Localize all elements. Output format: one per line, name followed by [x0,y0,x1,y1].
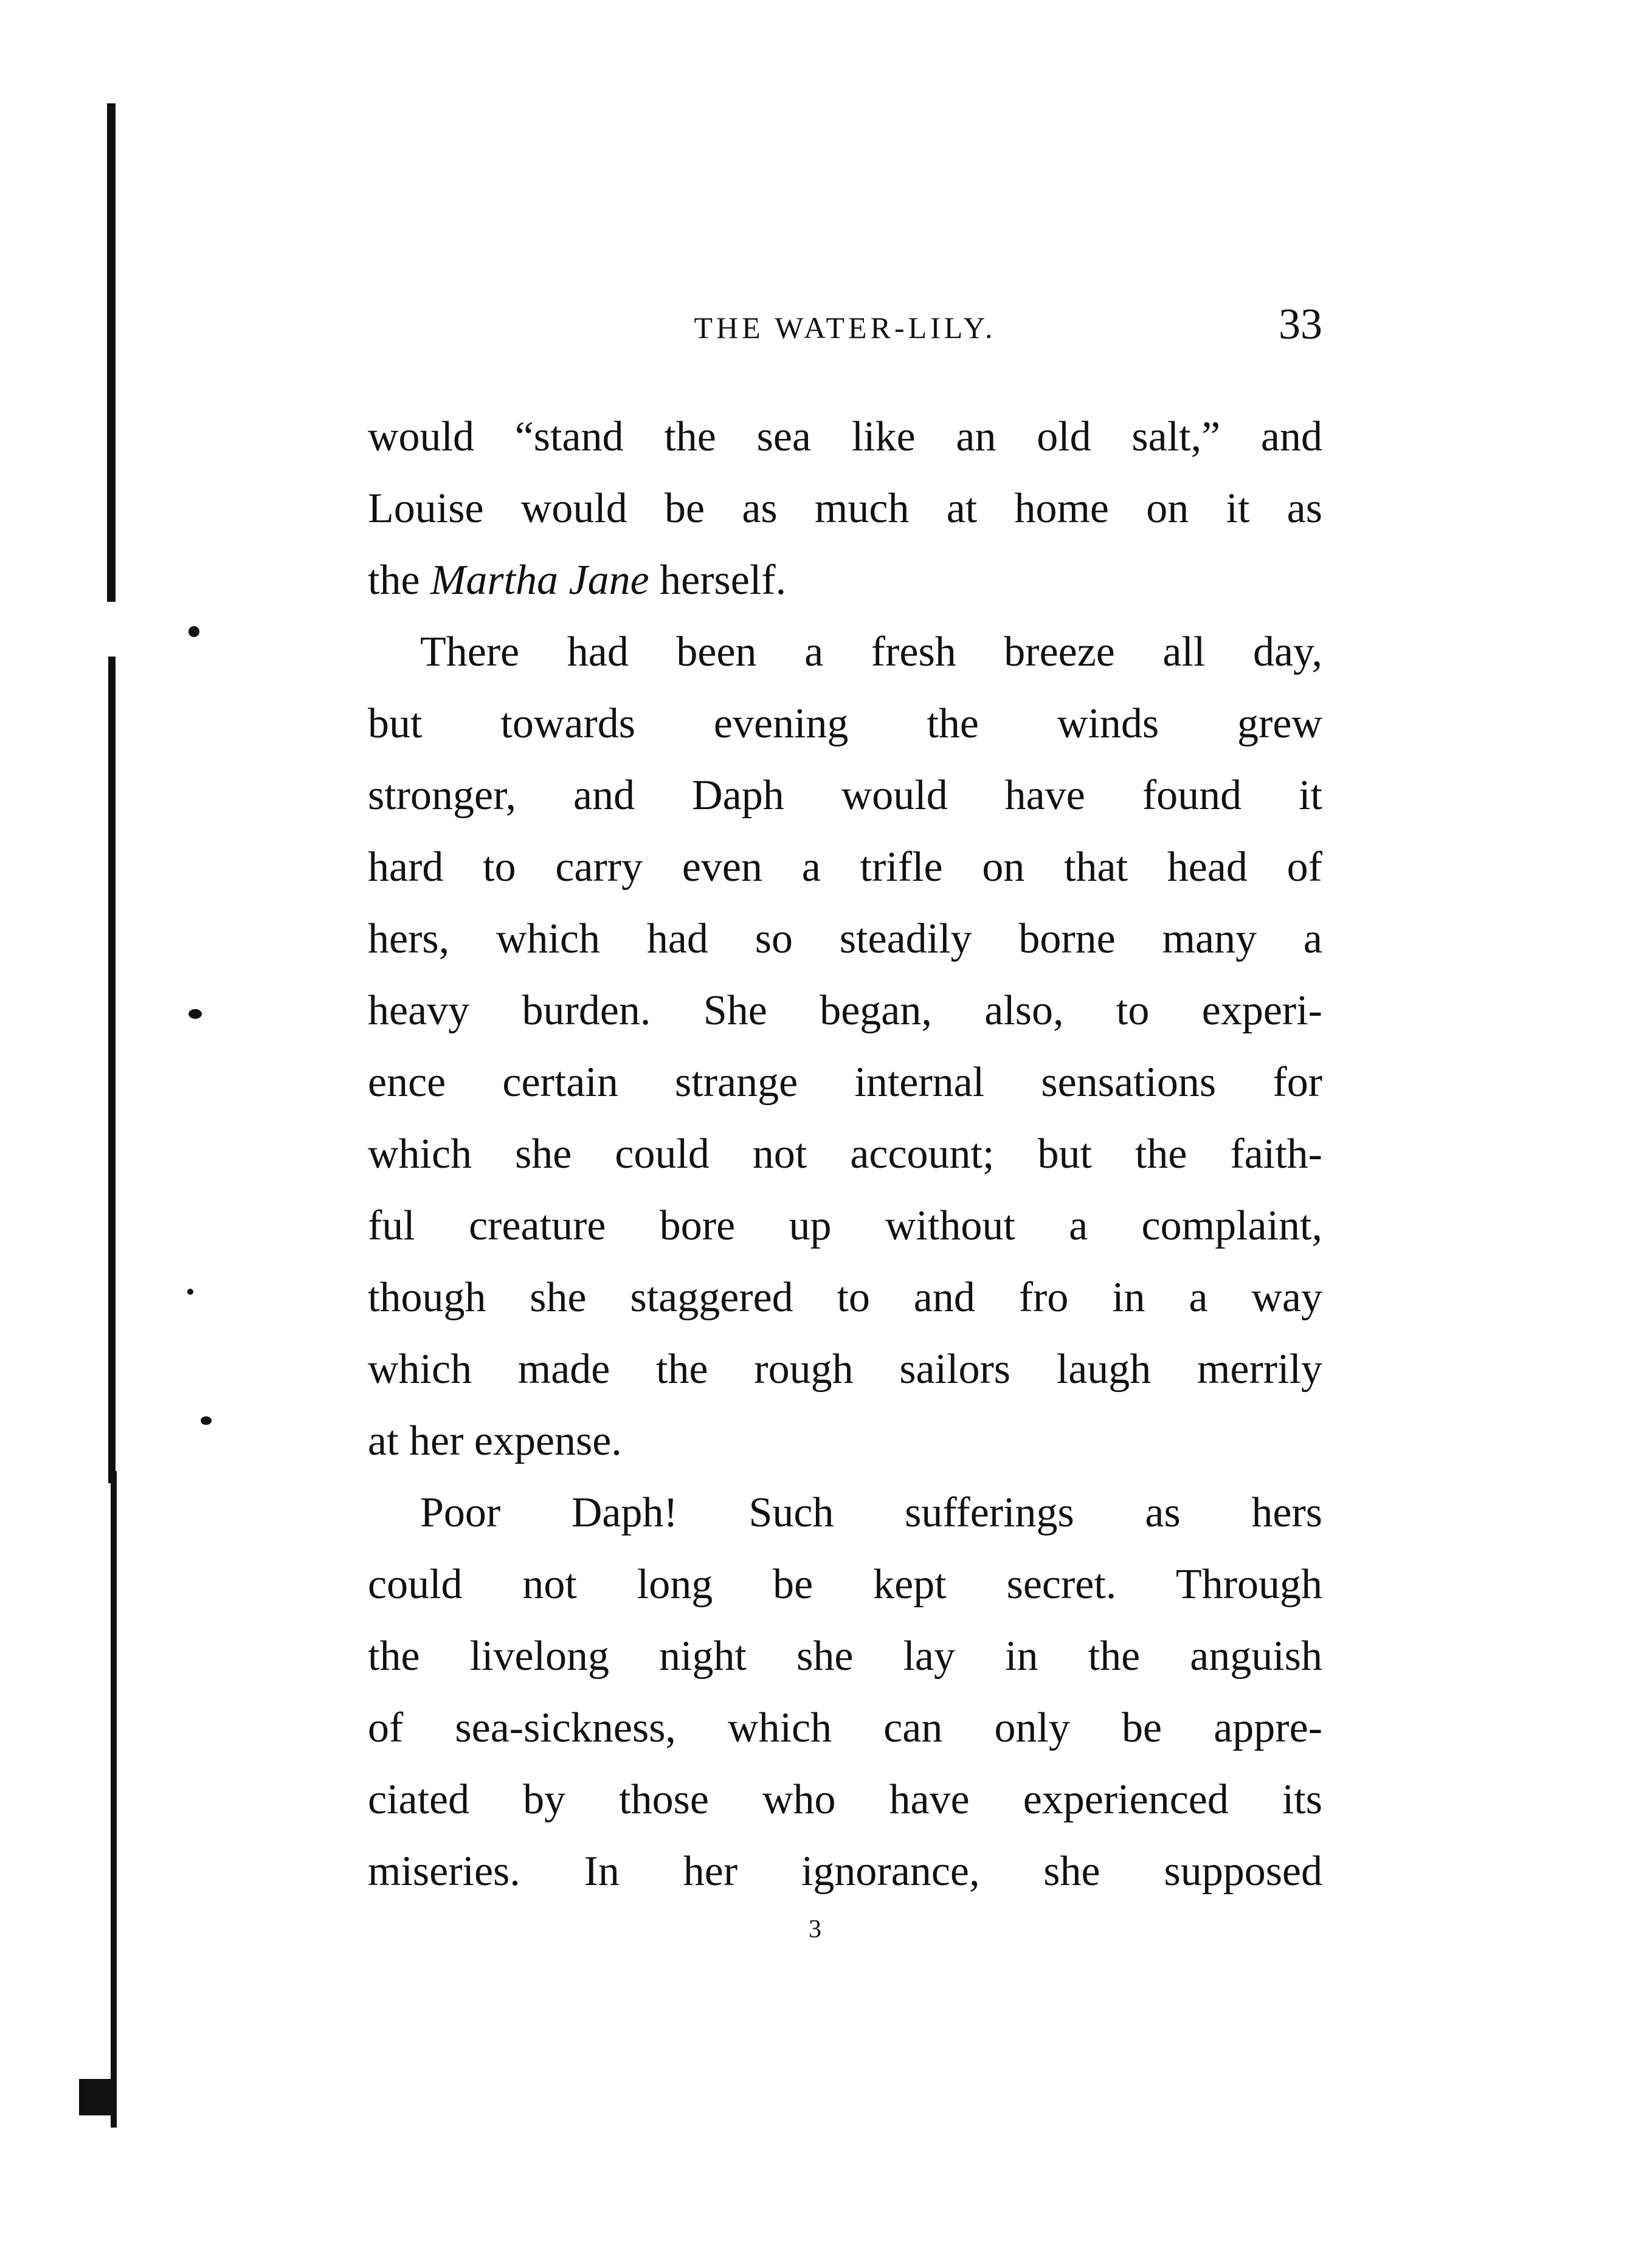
page-number: 33 [1279,300,1322,348]
text-line: ful creature bore up without a complaint, [368,1202,1322,1249]
text-line: miseries. In her ignorance, she supposed [368,1848,1322,1895]
text-line: though she staggered to and fro in a way [368,1274,1322,1321]
text-line: which she could not account; but the faith- [368,1131,1322,1177]
text-line: stronger, and Daph would have found it [368,772,1322,819]
binding-edge [108,657,116,1483]
body-text [368,401,1322,1908]
text-line: Louise would be as much at home on it as [368,485,1322,532]
text-fragment: the [368,557,420,604]
running-title: THE WATER-LILY. [694,311,996,345]
text-fragment: herself. [660,557,787,604]
signature-mark: 3 [809,1915,821,1943]
text-line [368,545,1322,616]
text-line: ciated by those who have experienced its [368,1776,1322,1823]
text-line: hers, which had so steadily borne many a [368,915,1322,962]
ship-name: Martha Jane [430,557,649,604]
binding-edge [107,103,116,602]
text-line: heavy burden. She began, also, to experi- [368,987,1322,1034]
ink-speck [187,1289,193,1295]
ink-speck [201,1416,212,1425]
text-line: the livelong night she lay in the anguish [368,1633,1322,1680]
running-head [368,299,1322,348]
text-line: hard to carry even a trifle on that head of [368,844,1322,891]
ink-speck [188,626,199,637]
paragraph-start: There had been a fresh breeze all day, [420,629,1322,675]
text-line: of sea-sickness, which can only be appre- [368,1704,1322,1751]
binding-edge [79,2079,116,2115]
text-line: which made the rough sailors laugh merrily [368,1346,1322,1393]
text-line: could not long be kept secret. Through [368,1561,1322,1608]
text-line: ence certain strange internal sensations for [368,1059,1322,1106]
binding-edge [111,1471,117,2128]
paragraph-start: Poor Daph! Such sufferings as hers [420,1489,1322,1536]
text-line: at her expense. [368,1418,622,1464]
text-line: but towards evening the winds grew [368,700,1322,747]
ink-speck [188,1009,202,1019]
text-line: would “stand the sea like an old salt,” and [368,413,1322,460]
